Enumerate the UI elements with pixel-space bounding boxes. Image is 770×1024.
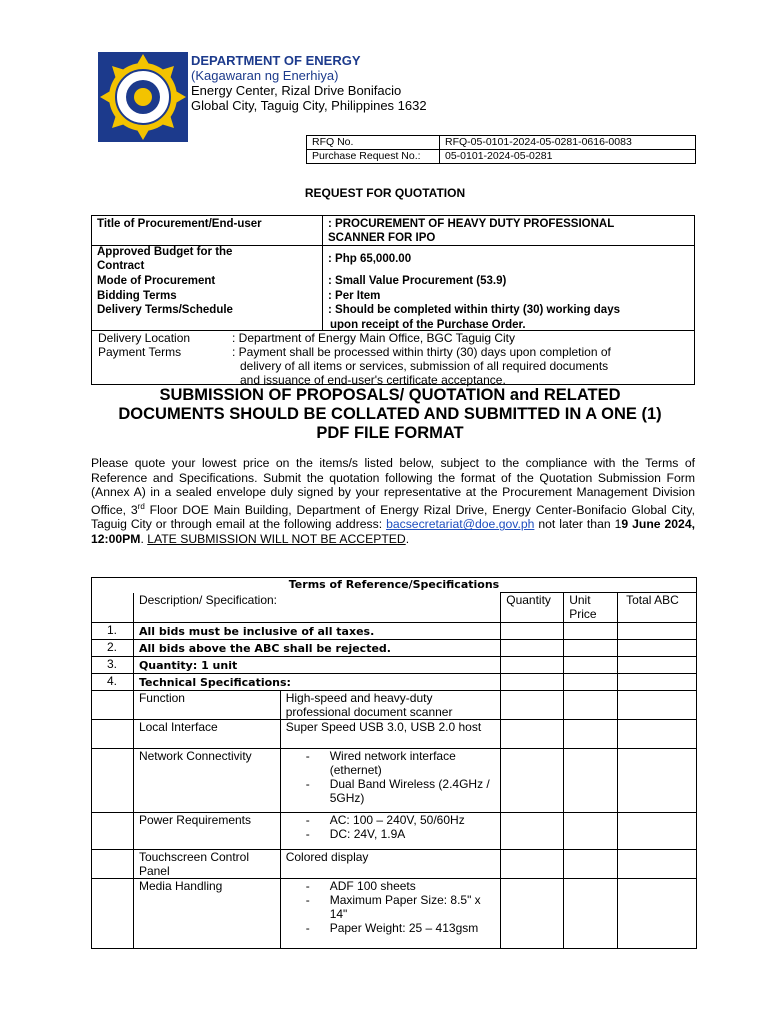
submission-heading-line-1: SUBMISSION OF PROPOSALS/ QUOTATION and RELATED [159, 386, 621, 404]
address-line-1: Energy Center, Rizal Drive Bonifacio [191, 83, 402, 98]
late-submission-notice: LATE SUBMISSION WILL NOT BE ACCEPTED [147, 532, 406, 547]
instructions-text-3: not later than 1 [534, 517, 622, 532]
instructions-text-5: . [405, 532, 410, 547]
delivery-terms-value-2: upon receipt of the Purchase Order. [330, 318, 526, 331]
mode-value: : Small Value Procurement (53.9) [328, 275, 507, 287]
power-ac: AC: 100 – 240V, 50/60Hz [329, 813, 465, 827]
instructions-text-2: Floor DOE Main Building, Department of Energy Rizal Drive, Energy Center-Bonifacio Global City, Taguig City or through email at the following address: [91, 502, 695, 532]
payment-value-3: and issuance of end-user's certificate acceptance. [240, 373, 506, 387]
rfq-no-value: RFQ-05-0101-2024-05-0281-0616-0083 [440, 136, 696, 150]
abc-label [97, 246, 232, 273]
abc-value: : Php 65,000.00 [328, 253, 412, 265]
tor-heading: Terms of Reference/Specifications [92, 578, 697, 593]
submission-heading-line-2: DOCUMENTS SHOULD BE COLLATED AND SUBMITTED IN A ONE (1) [118, 405, 662, 423]
title-value-line-1: : PROCUREMENT OF HEAVY DUTY PROFESSIONAL [328, 218, 615, 230]
item-text: Quantity: 1 unit [133, 657, 500, 674]
bullet-dash: - [305, 879, 310, 893]
spec-interface-label: Local Interface [133, 720, 280, 749]
item-number: 3. [92, 657, 134, 674]
spec-power-value [280, 813, 501, 850]
spec-interface-value: Super Speed USB 3.0, USB 2.0 host [280, 720, 501, 749]
bullet-dash: - [305, 813, 310, 827]
terms-labels [97, 274, 233, 318]
item-text: All bids above the ABC shall be rejected. [133, 640, 500, 657]
specifications-table [91, 577, 697, 949]
bidding-label: Bidding Terms [97, 289, 177, 302]
bullet-dash: - [305, 777, 310, 791]
payment-value-1: : Payment shall be processed within thirty (30) days upon completion of [232, 345, 611, 359]
instructions-text-1: Please quote your lowest price on the items/s listed below, subject to the compliance with the Terms of Reference and Specifications. Submit the quotation following the format of the Quotation Submission Form (Annex A) in a sealed envelope duly signed by your representative at the Procurement Management Division Office, 3 [91, 456, 695, 517]
bidding-value: : Per Item [328, 289, 381, 302]
media-adf: ADF 100 sheets [329, 879, 416, 893]
col-quantity: Quantity [501, 593, 564, 623]
bullet-dash: - [305, 749, 310, 763]
spec-media-label: Media Handling [133, 879, 280, 949]
doe-logo [98, 52, 188, 142]
bullet-dash: - [305, 893, 310, 907]
spec-network-value [280, 749, 501, 813]
address-line-2: Global City, Taguig City, Philippines 1632 [191, 98, 427, 113]
instructions-text-4: . [140, 532, 148, 547]
col-unit-price: Unit Price [564, 593, 618, 623]
item-text: Technical Specifications: [133, 674, 500, 691]
item-text: All bids must be inclusive of all taxes. [133, 623, 500, 640]
procurement-labels [97, 217, 262, 231]
col-description: Description/ Specification: [133, 593, 500, 623]
bullet-dash: - [305, 921, 310, 935]
instructions-paragraph [91, 456, 695, 547]
mode-label: Mode of Procurement [97, 275, 216, 287]
bullet-dash: - [305, 827, 310, 841]
department-name-filipino: (Kagawaran ng Enerhiya) [191, 68, 339, 83]
item-number: 4. [92, 674, 134, 691]
department-name: DEPARTMENT OF ENERGY [191, 53, 361, 68]
spec-touchscreen-value: Colored display [280, 850, 501, 879]
payment-value-2: delivery of all items or services, submission of all required documents [240, 359, 609, 373]
spec-media-value [280, 879, 501, 949]
terms-values [328, 274, 620, 332]
email-link[interactable]: bacsecretariat@doe.gov.ph [386, 517, 535, 532]
pr-no-value: 05-0101-2024-05-0281 [440, 150, 696, 164]
delivery-location-label: Delivery Location [98, 331, 191, 345]
spec-network-label: Network Connectivity [133, 749, 280, 813]
abc-label-line-1: Approved Budget for the [97, 246, 233, 258]
spec-touchscreen-label: Touchscreen Control Panel [133, 850, 280, 879]
media-paper-weight: Paper Weight: 25 – 413gsm [329, 921, 479, 935]
delivery-terms-value-1: : Should be completed within thirty (30) working days [328, 304, 620, 316]
procurement-title-value [328, 217, 614, 245]
rfq-number-table [306, 135, 696, 164]
media-paper-size: Maximum Paper Size: 8.5" x 14" [329, 893, 481, 921]
network-wired: Wired network interface (ethernet) [329, 749, 456, 777]
delivery-terms-label: Delivery Terms/Schedule [97, 304, 233, 316]
title-value-line-2: SCANNER FOR IPO [328, 232, 436, 244]
item-number: 2. [92, 640, 134, 657]
payment-terms-label: Payment Terms [98, 345, 182, 359]
payment-terms-value [232, 345, 611, 387]
spec-function-label: Function [133, 691, 280, 720]
letterhead [191, 53, 427, 113]
network-wireless: Dual Band Wireless (2.4GHz / 5GHz) [329, 777, 490, 805]
spec-function-value: High-speed and heavy-duty professional document scanner [280, 691, 501, 720]
procurement-column-divider [322, 215, 323, 330]
abc-label-line-2: Contract [97, 259, 145, 272]
submission-heading [0, 386, 770, 443]
col-total-abc: Total ABC [618, 593, 697, 623]
rfq-no-label: RFQ No. [307, 136, 440, 150]
pr-no-label: Purchase Request No.: [307, 150, 440, 164]
item-number: 1. [92, 623, 134, 640]
deadline: 9 June 2024, 12:00PM [91, 517, 695, 547]
delivery-location-value: : Department of Energy Main Office, BGC Taguig City [232, 331, 516, 345]
submission-heading-line-3: PDF FILE FORMAT [316, 424, 464, 442]
power-dc: DC: 24V, 1.9A [329, 827, 406, 841]
title-label: Title of Procurement/End-user [97, 218, 262, 230]
document-title: REQUEST FOR QUOTATION [304, 186, 466, 200]
terms-of-reference [91, 577, 697, 949]
spec-power-label: Power Requirements [133, 813, 280, 850]
ordinal-suffix: rd [137, 501, 145, 511]
